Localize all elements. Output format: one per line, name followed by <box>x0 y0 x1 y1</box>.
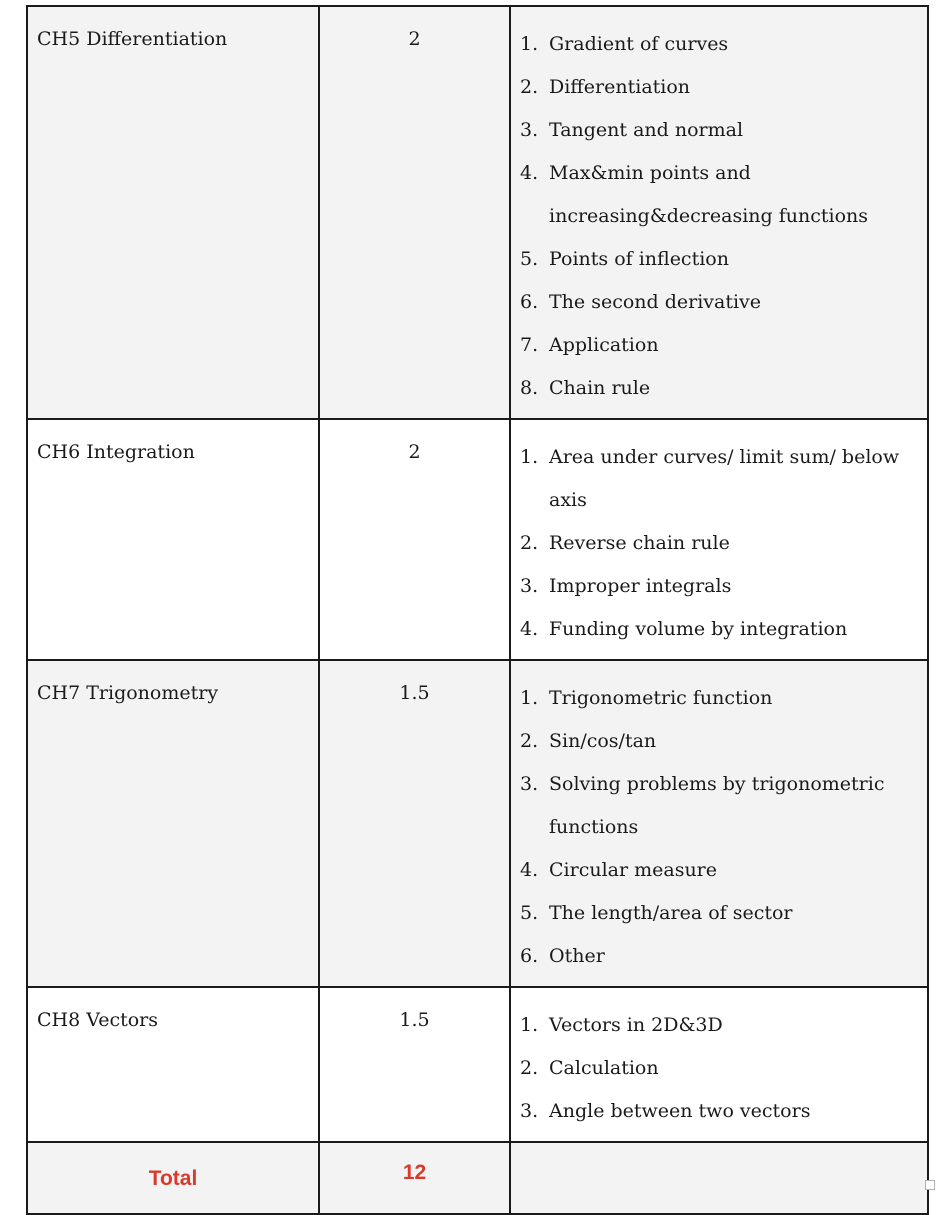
topic-list <box>511 988 927 1141</box>
topic-list <box>511 7 927 418</box>
item-text: Chain rule <box>549 377 651 399</box>
list-item <box>520 763 917 849</box>
list-item <box>520 281 917 324</box>
item-number: 3. <box>520 575 539 597</box>
list-item <box>520 677 917 720</box>
item-number: 1. <box>520 446 539 468</box>
chapter-name: CH8 Vectors <box>37 1009 159 1031</box>
item-number: 3. <box>520 1100 539 1122</box>
total-value: 12 <box>402 1161 427 1184</box>
item-number: 2. <box>520 76 539 98</box>
empty-cell <box>510 1142 928 1214</box>
total-row <box>27 1142 928 1214</box>
list-item <box>520 608 917 651</box>
chapter-name: CH7 Trigonometry <box>37 682 219 704</box>
total-label: Total <box>148 1167 198 1190</box>
chapter-name: CH5 Differentiation <box>37 28 228 50</box>
list-item <box>520 720 917 763</box>
hours-cell <box>319 6 510 419</box>
topic-list <box>511 420 927 659</box>
item-text: Trigonometric function <box>549 687 773 709</box>
hours-cell <box>319 419 510 660</box>
item-text: Sin/cos/tan <box>549 730 657 752</box>
item-number: 2. <box>520 730 539 752</box>
item-text: The length/area of sector <box>549 902 793 924</box>
item-number: 5. <box>520 902 539 924</box>
list-item <box>520 1004 917 1047</box>
item-text: Funding volume by integration <box>549 618 848 640</box>
total-value-cell <box>319 1142 510 1214</box>
item-text: Reverse chain rule <box>549 532 730 554</box>
resize-handle[interactable] <box>925 1180 935 1190</box>
item-number: 1. <box>520 687 539 709</box>
hours-value: 2 <box>408 28 421 50</box>
item-number: 4. <box>520 618 539 640</box>
list-item <box>520 436 917 522</box>
item-number: 3. <box>520 119 539 141</box>
item-text: Gradient of curves <box>549 33 729 55</box>
hours-value: 1.5 <box>399 1009 430 1031</box>
table-row <box>27 987 928 1142</box>
item-text: Improper integrals <box>549 575 732 597</box>
item-text: Application <box>549 334 659 356</box>
topics-cell <box>510 660 928 987</box>
item-number: 2. <box>520 1057 539 1079</box>
list-item <box>520 152 917 238</box>
list-item <box>520 892 917 935</box>
table-row <box>27 419 928 660</box>
item-text: Angle between two vectors <box>549 1100 811 1122</box>
topic-list <box>511 661 927 986</box>
item-number: 1. <box>520 1014 539 1036</box>
list-item <box>520 935 917 978</box>
chapter-cell <box>27 6 319 419</box>
item-text: Calculation <box>549 1057 659 1079</box>
chapter-cell <box>27 660 319 987</box>
item-text: The second derivative <box>549 291 762 313</box>
item-text: Points of inflection <box>549 248 729 270</box>
item-text: Circular measure <box>549 859 718 881</box>
list-item <box>520 565 917 608</box>
item-text: Solving problems by trigonometric functions <box>549 773 885 838</box>
chapter-name: CH6 Integration <box>37 441 195 463</box>
item-number: 7. <box>520 334 539 356</box>
hours-value: 2 <box>408 441 421 463</box>
list-item <box>520 324 917 367</box>
table-row <box>27 660 928 987</box>
item-number: 2. <box>520 532 539 554</box>
item-number: 8. <box>520 377 539 399</box>
total-label-cell <box>27 1142 319 1214</box>
item-number: 6. <box>520 945 539 967</box>
list-item <box>520 849 917 892</box>
item-text: Vectors in 2D&3D <box>549 1014 723 1036</box>
list-item <box>520 66 917 109</box>
item-number: 4. <box>520 162 539 184</box>
list-item <box>520 1047 917 1090</box>
item-text: Max&min points and increasing&decreasing functions <box>549 162 869 227</box>
item-text: Area under curves/ limit sum/ below axis <box>549 446 900 511</box>
list-item <box>520 109 917 152</box>
hours-cell <box>319 660 510 987</box>
list-item <box>520 367 917 410</box>
list-item <box>520 1090 917 1133</box>
topics-cell <box>510 419 928 660</box>
topics-cell <box>510 987 928 1142</box>
list-item <box>520 238 917 281</box>
list-item <box>520 23 917 66</box>
chapter-cell <box>27 419 319 660</box>
chapter-cell <box>27 987 319 1142</box>
item-text: Differentiation <box>549 76 691 98</box>
item-number: 6. <box>520 291 539 313</box>
item-number: 4. <box>520 859 539 881</box>
syllabus-table <box>26 5 929 1215</box>
topics-cell <box>510 6 928 419</box>
item-text: Tangent and normal <box>549 119 744 141</box>
item-number: 1. <box>520 33 539 55</box>
item-number: 5. <box>520 248 539 270</box>
item-text: Other <box>549 945 605 967</box>
hours-cell <box>319 987 510 1142</box>
hours-value: 1.5 <box>399 682 430 704</box>
list-item <box>520 522 917 565</box>
item-number: 3. <box>520 773 539 795</box>
table-row <box>27 6 928 419</box>
